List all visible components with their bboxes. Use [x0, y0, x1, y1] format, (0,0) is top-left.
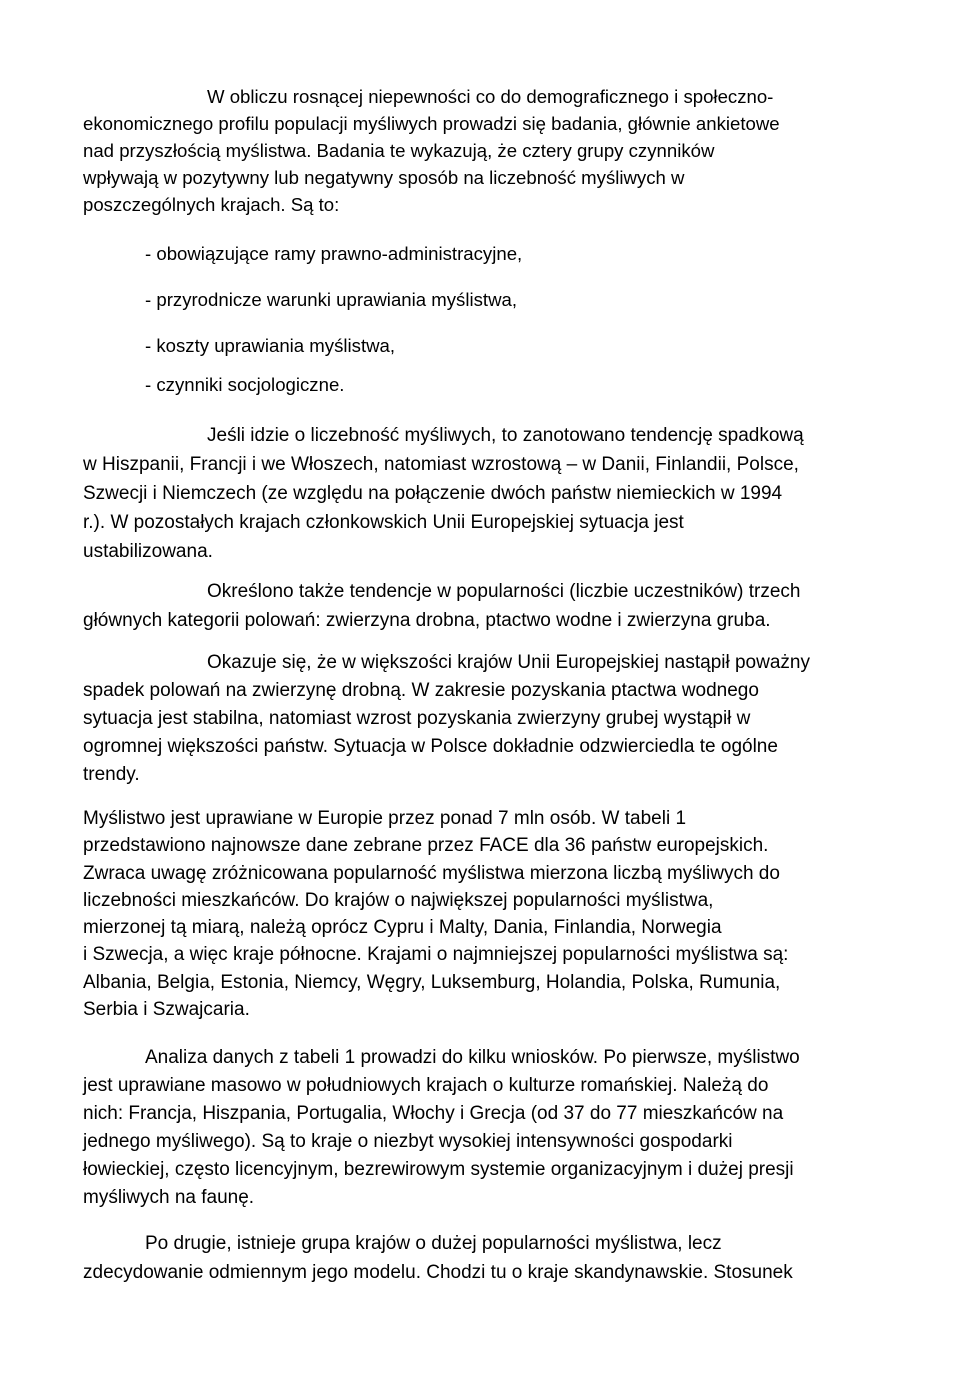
paragraph-europe-hunters: Myślistwo jest uprawiane w Europie przez ponad 7 mln osób. W tabeli 1 przedstawiono najnowsze dane zebrane przez FACE dla 36 państw europejskich. Zwraca uwagę zróżnicowana popularność myślistwa mierzona liczbą myśliwych do liczebności mieszkańców. Do krajów o największej popularności myślistwa, mierzonej tą miarą, należą oprócz Cypru i Malty, Dania, Finlandia, Norwegia i Szwecja, a więc kraje północne. Krajami o najmniejszej popularności myślistwa są: Albania, Belgia, Estonia, Niemcy, Węgry, Luksemburg, Holandia, Polska, Rumunia, Serbia i Szwajcaria.: [83, 808, 789, 1021]
list-item: - przyrodnicze warunki uprawiania myślistwa,: [145, 289, 518, 310]
list-item: - obowiązujące ramy prawno-administracyjne,: [145, 243, 523, 264]
paragraph-small-game-decline: Okazuje się, że w większości krajów Unii Europejskiej nastąpił poważny spadek polowań na zwierzynę drobną. W zakresie pozyskania ptactwa wodnego sytuacja jest stabilna, natomiast wzrost pozyskania zwierzyny grubej wystąpił w ogromnej większości państw. Sytuacja w Polsce dokładnie odzwierciedla te ogólne trendy.: [83, 652, 810, 785]
paragraph-table-analysis: Analiza danych z tabeli 1 prowadzi do kilku wniosków. Po pierwsze, myślistwo jest uprawiane masowo w południowych krajach o kulturze romańskiej. Należą do nich: Francja, Hiszpania, Portugalia, Włochy i Grecja (od 37 do 77 mieszkańców na jednego myśliwego). Są to kraje o niezbyt wysokiej intensywności gospodarki łowieckiej, często licencyjnym, bezrewirowym systemie organizacyjnym i dużej presji myśliwych na faunę.: [83, 1047, 800, 1208]
paragraph-hunting-categories: Określono także tendencje w popularności (liczbie uczestników) trzech głównych kategorii polowań: zwierzyna drobna, ptactwo wodne i zwierzyna gruba.: [83, 581, 801, 631]
list-item: - czynniki socjologiczne.: [145, 374, 345, 395]
list-item: - koszty uprawiania myślistwa,: [145, 335, 396, 356]
paragraph-scandinavian-model: Po drugie, istnieje grupa krajów o dużej popularności myślistwa, lecz zdecydowanie odmiennym jego modelu. Chodzi tu o kraje skandynawskie. Stosunek: [83, 1233, 793, 1283]
paragraph-hunter-trends: Jeśli idzie o liczebność myśliwych, to zanotowano tendencję spadkową w Hiszpanii, Francji i we Włoszech, natomiast wzrostową – w Danii, Finlandii, Polsce, Szwecji i Niemczech (ze względu na połączenie dwóch państw niemieckich w 1994 r.). W pozostałych krajach członkowskich Unii Europejskiej sytuacja jest ustabilizowana.: [83, 425, 804, 562]
intro-paragraph: W obliczu rosnącej niepewności co do demograficznego i społeczno- ekonomicznego profilu populacji myśliwych prowadzi się badania, głównie ankietowe nad przyszłością myślistwa. Badania te wykazują, że cztery grupy czynników wpływają w pozytywny lub negatywny sposób na liczebność myśliwych w poszczególnych krajach. Są to:: [83, 86, 780, 215]
